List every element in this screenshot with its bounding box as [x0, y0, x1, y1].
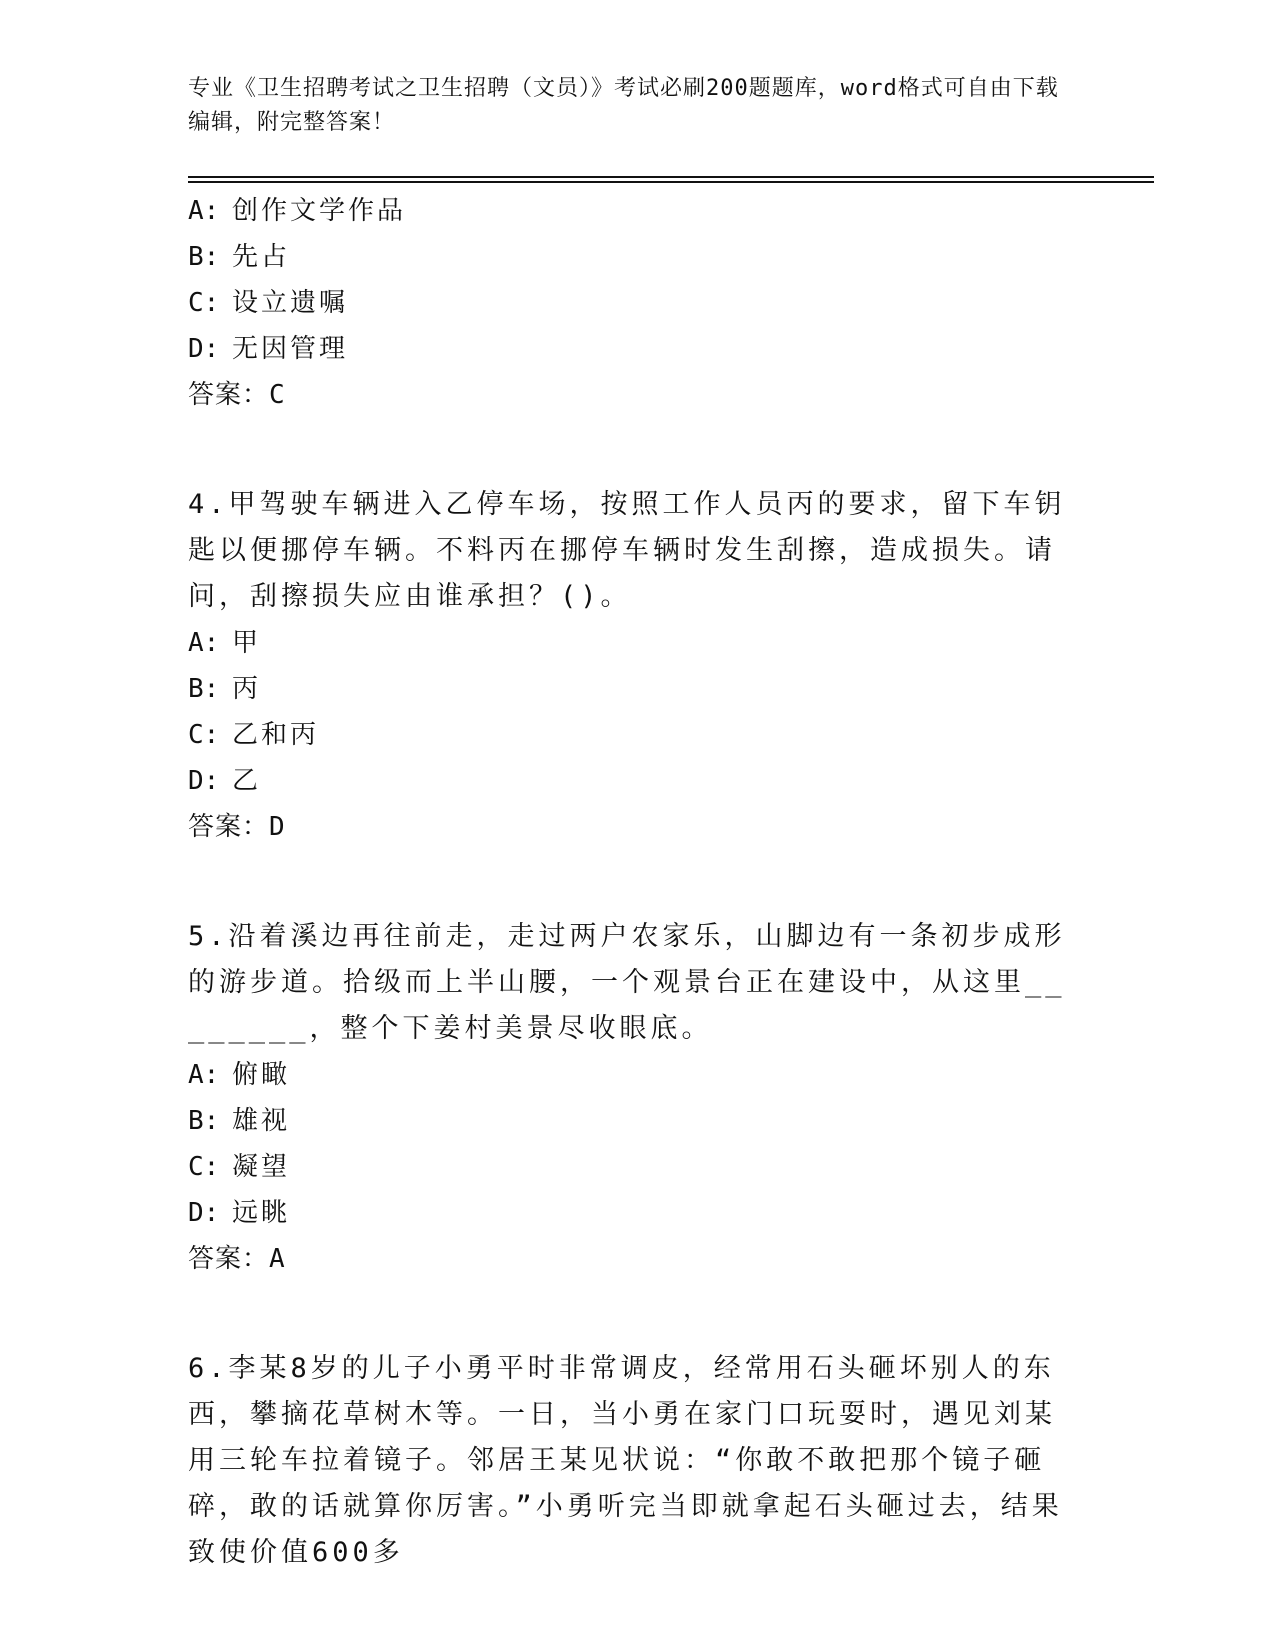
question-text-6: 6.李某8岁的儿子小勇平时非常调皮，经常用石头砸坏别人的东西，攀摘花草树木等。一日，当小勇在家门口玩耍时，遇见刘某用三轮车拉着镜子。邻居王某见状说：“你敢不敢把那个镜子砸碎，敢的话就算你厉害。”小勇听完当即就拿起石头砸过去，结果致使价值600多 [188, 1353, 1063, 1568]
option-c: C: 设立遗嘱 [188, 288, 349, 318]
answer-line: 答案：C [188, 380, 286, 410]
option-b: B: 丙 [188, 674, 262, 704]
question-text-5: 5.沿着溪边再往前走，走过两户农家乐，山脚边有一条初步成形的游步道。拾级而上半山腰，一个观景台正在建设中，从这里________，整个下姜村美景尽收眼底。 [188, 921, 1066, 1044]
document-header: 专业《卫生招聘考试之卫生招聘（文员）》考试必刷200题题库，word格式可自由下载编辑，附完整答案！ [188, 76, 1059, 135]
option-d: D: 乙 [188, 766, 262, 796]
answer-line: 答案：D [188, 812, 286, 842]
option-d: D: 无因管理 [188, 334, 349, 364]
question-text-4: 4.甲驾驶车辆进入乙停车场，按照工作人员丙的要求，留下车钥匙以便挪停车辆。不料丙在挪停车辆时发生刮擦，造成损失。请问，刮擦损失应由谁承担？()。 [188, 489, 1066, 612]
option-b: B: 先占 [188, 242, 291, 272]
option-c: C: 凝望 [188, 1152, 291, 1182]
document-body [188, 188, 1068, 1576]
header-rule-bottom [188, 181, 1154, 183]
option-a: A: 创作文学作品 [188, 196, 407, 226]
option-a: A: 甲 [188, 628, 262, 658]
option-d: D: 远眺 [188, 1198, 291, 1228]
answer-line: 答案：A [188, 1244, 286, 1274]
option-a: A: 俯瞰 [188, 1060, 291, 1090]
option-c: C: 乙和丙 [188, 720, 320, 750]
header-rule-top [188, 176, 1154, 178]
option-b: B: 雄视 [188, 1106, 291, 1136]
